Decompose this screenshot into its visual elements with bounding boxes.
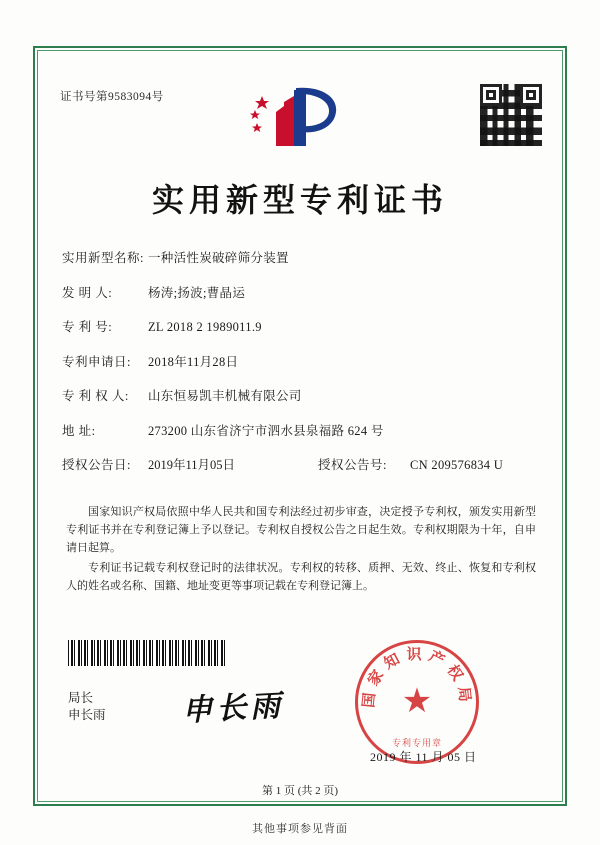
signature-block bbox=[68, 690, 106, 724]
grant-date-value: 2019年11月05日 bbox=[148, 458, 236, 472]
grant-row bbox=[62, 455, 542, 473]
field-value: 一种活性炭破碎筛分装置 bbox=[148, 251, 289, 265]
official-seal bbox=[355, 640, 479, 764]
field-value: 杨涛;扬波;曹晶运 bbox=[148, 285, 246, 300]
footer-note: 其他事项参见背面 bbox=[252, 823, 348, 835]
field-label: 实用新型名称: bbox=[62, 251, 144, 265]
svg-text:国家知识产权局: 国家知识产权局 bbox=[359, 645, 475, 709]
page-title: 实用新型专利证书 bbox=[151, 181, 448, 219]
field-label: 专利申请日: bbox=[62, 354, 131, 369]
qr-code bbox=[480, 84, 542, 146]
field-row bbox=[62, 386, 542, 404]
certificate-number: 证书号第9583094号 bbox=[60, 91, 164, 103]
field-row bbox=[62, 352, 542, 370]
field-list bbox=[62, 248, 542, 490]
handwritten-signature: 申长雨 bbox=[181, 688, 286, 729]
seal-star-icon: ★ bbox=[401, 683, 433, 720]
seal-bottom-text: 专利专用章 bbox=[391, 738, 442, 748]
field-value: 山东恒易凯丰机械有限公司 bbox=[148, 389, 302, 403]
field-label: 专 利 号: bbox=[62, 320, 113, 334]
legal-text bbox=[66, 503, 536, 597]
barcode bbox=[68, 640, 226, 666]
signature-role: 局长 bbox=[68, 691, 94, 705]
field-label: 发 明 人: bbox=[62, 285, 113, 300]
field-label: 专 利 权 人: bbox=[62, 389, 129, 403]
field-value: 273200 山东省济宁市泗水县泉福路 624 号 bbox=[148, 423, 384, 438]
grant-number-value: CN 209576834 U bbox=[410, 458, 504, 472]
field-value: ZL 2018 2 1989011.9 bbox=[148, 320, 262, 334]
signature-name: 申长雨 bbox=[68, 708, 106, 722]
field-row bbox=[62, 317, 542, 335]
field-value: 2018年11月28日 bbox=[148, 354, 239, 369]
cnipa-logo-icon bbox=[250, 82, 350, 154]
page-indicator: 第 1 页 (共 2 页) bbox=[261, 785, 339, 797]
legal-paragraph: 专利证书记载专利权登记时的法律状况。专利权的转移、质押、无效、终止、恢复和专利权人的姓名或名称、国籍、地址变更等事项记载在专利登记簿上。 bbox=[66, 562, 536, 592]
legal-paragraph: 国家知识产权局依照中华人民共和国专利法经过初步审查，决定授予专利权，颁发实用新型专利证书并在专利登记簿上予以登记。专利权自授权公告之日起生效。专利权期限为十年，自申请日起算。 bbox=[66, 506, 536, 554]
grant-date-label: 授权公告日: bbox=[62, 458, 131, 472]
field-row bbox=[62, 283, 542, 301]
field-row bbox=[62, 248, 542, 266]
field-row bbox=[62, 421, 542, 439]
grant-number-label: 授权公告号: bbox=[318, 458, 387, 472]
seal-date: 2019 年 11 月 05 日 bbox=[370, 750, 477, 764]
field-label: 地 址: bbox=[62, 423, 96, 438]
